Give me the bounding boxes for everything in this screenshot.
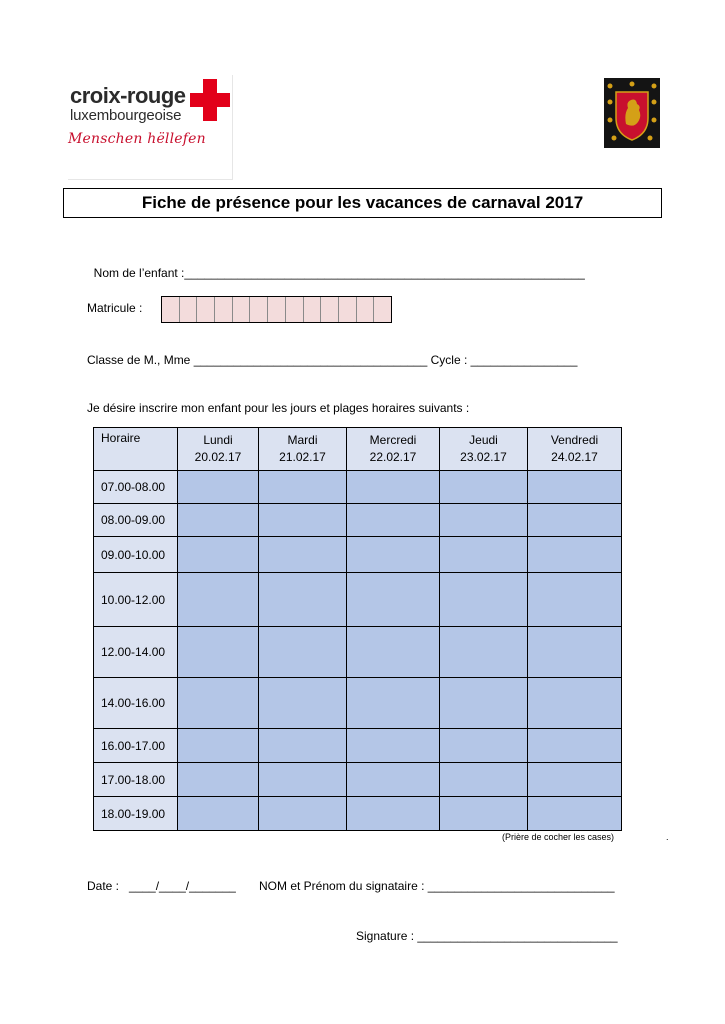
slot-checkbox-cell[interactable] xyxy=(178,678,259,729)
table-row xyxy=(94,797,622,831)
table-row xyxy=(94,729,622,763)
slot-checkbox-cell[interactable] xyxy=(347,573,440,627)
slot-checkbox-cell[interactable] xyxy=(347,504,440,537)
matricule-cell[interactable] xyxy=(357,297,375,322)
stray-dot: . xyxy=(666,832,669,842)
signatory-name-field[interactable]: NOM et Prénom du signataire : ____________________________ xyxy=(259,879,615,893)
day-header xyxy=(259,428,347,471)
day-header xyxy=(178,428,259,471)
slot-checkbox-cell[interactable] xyxy=(528,573,622,627)
slot-checkbox-cell[interactable] xyxy=(440,471,528,504)
slot-checkbox-cell[interactable] xyxy=(347,797,440,831)
slot-checkbox-cell[interactable] xyxy=(178,763,259,797)
slot-checkbox-cell[interactable] xyxy=(528,537,622,573)
slot-checkbox-cell[interactable] xyxy=(347,627,440,678)
slot-checkbox-cell[interactable] xyxy=(178,471,259,504)
time-slot-label: 08.00-09.00 xyxy=(94,504,178,537)
schedule-table xyxy=(93,427,622,831)
slot-checkbox-cell[interactable] xyxy=(347,729,440,763)
slot-checkbox-cell[interactable] xyxy=(347,763,440,797)
time-slot-label: 12.00-14.00 xyxy=(94,627,178,678)
matricule-input-grid[interactable] xyxy=(161,296,392,323)
slot-checkbox-cell[interactable] xyxy=(440,627,528,678)
logo-subname: luxembourgeoise xyxy=(70,107,182,124)
matricule-label: Matricule : xyxy=(87,301,143,315)
time-slot-label: 07.00-08.00 xyxy=(94,471,178,504)
logo-name: croix-rouge xyxy=(70,83,186,108)
slot-checkbox-cell[interactable] xyxy=(178,573,259,627)
slot-checkbox-cell[interactable] xyxy=(440,678,528,729)
slot-checkbox-cell[interactable] xyxy=(259,504,347,537)
day-date: 21.02.17 xyxy=(279,450,326,464)
time-slot-label: 18.00-19.00 xyxy=(94,797,178,831)
slot-checkbox-cell[interactable] xyxy=(178,504,259,537)
table-row xyxy=(94,504,622,537)
matricule-cell[interactable] xyxy=(180,297,198,322)
date-field[interactable]: Date : ____/____/_______ xyxy=(87,879,236,893)
child-name-line[interactable]: ____________________________________________________________ xyxy=(184,266,585,280)
slot-checkbox-cell[interactable] xyxy=(347,471,440,504)
lion-crest-icon xyxy=(604,78,660,148)
matricule-cell[interactable] xyxy=(250,297,268,322)
matricule-cell[interactable] xyxy=(268,297,286,322)
matricule-cell[interactable] xyxy=(339,297,357,322)
intro-text: Je désire inscrire mon enfant pour les jours et plages horaires suivants : xyxy=(87,401,470,415)
time-slot-label: 16.00-17.00 xyxy=(94,729,178,763)
child-name-label: Nom de l’enfant : xyxy=(93,266,185,280)
slot-checkbox-cell[interactable] xyxy=(178,537,259,573)
day-header xyxy=(440,428,528,471)
day-date: 24.02.17 xyxy=(551,450,598,464)
class-cycle-field[interactable]: Classe de M., Mme ___________________________________ Cycle : ________________ xyxy=(87,353,578,367)
day-name: Mardi xyxy=(287,433,318,447)
table-row xyxy=(94,678,622,729)
day-name: Lundi xyxy=(203,433,233,447)
slot-checkbox-cell[interactable] xyxy=(347,537,440,573)
day-date: 22.02.17 xyxy=(369,450,417,464)
day-name: Jeudi xyxy=(469,433,498,447)
slot-checkbox-cell[interactable] xyxy=(259,763,347,797)
croix-rouge-logo xyxy=(68,75,233,180)
slot-checkbox-cell[interactable] xyxy=(528,627,622,678)
slot-checkbox-cell[interactable] xyxy=(259,627,347,678)
slot-checkbox-cell[interactable] xyxy=(440,763,528,797)
slot-checkbox-cell[interactable] xyxy=(440,729,528,763)
slot-checkbox-cell[interactable] xyxy=(259,797,347,831)
check-boxes-note: (Prière de cocher les cases) xyxy=(502,832,615,842)
matricule-cell[interactable] xyxy=(304,297,322,322)
table-row xyxy=(94,471,622,504)
slot-checkbox-cell[interactable] xyxy=(440,797,528,831)
day-date: 20.02.17 xyxy=(194,450,242,464)
matricule-cell[interactable] xyxy=(233,297,251,322)
day-name: Mercredi xyxy=(369,433,417,447)
matricule-cell[interactable] xyxy=(197,297,215,322)
slot-checkbox-cell[interactable] xyxy=(440,573,528,627)
slot-checkbox-cell[interactable] xyxy=(259,471,347,504)
table-row xyxy=(94,573,622,627)
slot-checkbox-cell[interactable] xyxy=(259,678,347,729)
matricule-cell[interactable] xyxy=(321,297,339,322)
slot-checkbox-cell[interactable] xyxy=(178,627,259,678)
horaire-header: Horaire xyxy=(94,428,178,471)
page-title: Fiche de présence pour les vacances de carnaval 2017 xyxy=(141,193,584,212)
table-row xyxy=(94,763,622,797)
logo-slogan: Menschen hëllefen xyxy=(68,131,206,147)
child-name-field[interactable] xyxy=(87,252,585,280)
day-header xyxy=(347,428,440,471)
day-date: 23.02.17 xyxy=(460,450,507,464)
slot-checkbox-cell[interactable] xyxy=(440,504,528,537)
slot-checkbox-cell[interactable] xyxy=(259,729,347,763)
table-row xyxy=(94,627,622,678)
time-slot-label: 14.00-16.00 xyxy=(94,678,178,729)
slot-checkbox-cell[interactable] xyxy=(528,504,622,537)
table-header-row xyxy=(94,428,622,471)
time-slot-label: 17.00-18.00 xyxy=(94,763,178,797)
slot-checkbox-cell[interactable] xyxy=(440,537,528,573)
matricule-cell[interactable] xyxy=(162,297,180,322)
slot-checkbox-cell[interactable] xyxy=(528,471,622,504)
day-header xyxy=(528,428,622,471)
red-cross-icon xyxy=(190,79,230,121)
slot-checkbox-cell[interactable] xyxy=(528,729,622,763)
table-row xyxy=(94,537,622,573)
day-name: Vendredi xyxy=(550,433,599,447)
slot-checkbox-cell[interactable] xyxy=(528,763,622,797)
matricule-cell[interactable] xyxy=(215,297,233,322)
title-box xyxy=(63,188,662,218)
time-slot-label: 09.00-10.00 xyxy=(94,537,178,573)
slot-checkbox-cell[interactable] xyxy=(347,678,440,729)
slot-checkbox-cell[interactable] xyxy=(178,797,259,831)
slot-checkbox-cell[interactable] xyxy=(259,537,347,573)
slot-checkbox-cell[interactable] xyxy=(528,678,622,729)
signature-field[interactable]: Signature : ______________________________ xyxy=(356,929,618,943)
matricule-cell[interactable] xyxy=(286,297,304,322)
slot-checkbox-cell[interactable] xyxy=(259,573,347,627)
slot-checkbox-cell[interactable] xyxy=(178,729,259,763)
matricule-cell[interactable] xyxy=(374,297,391,322)
time-slot-label: 10.00-12.00 xyxy=(94,573,178,627)
slot-checkbox-cell[interactable] xyxy=(528,797,622,831)
